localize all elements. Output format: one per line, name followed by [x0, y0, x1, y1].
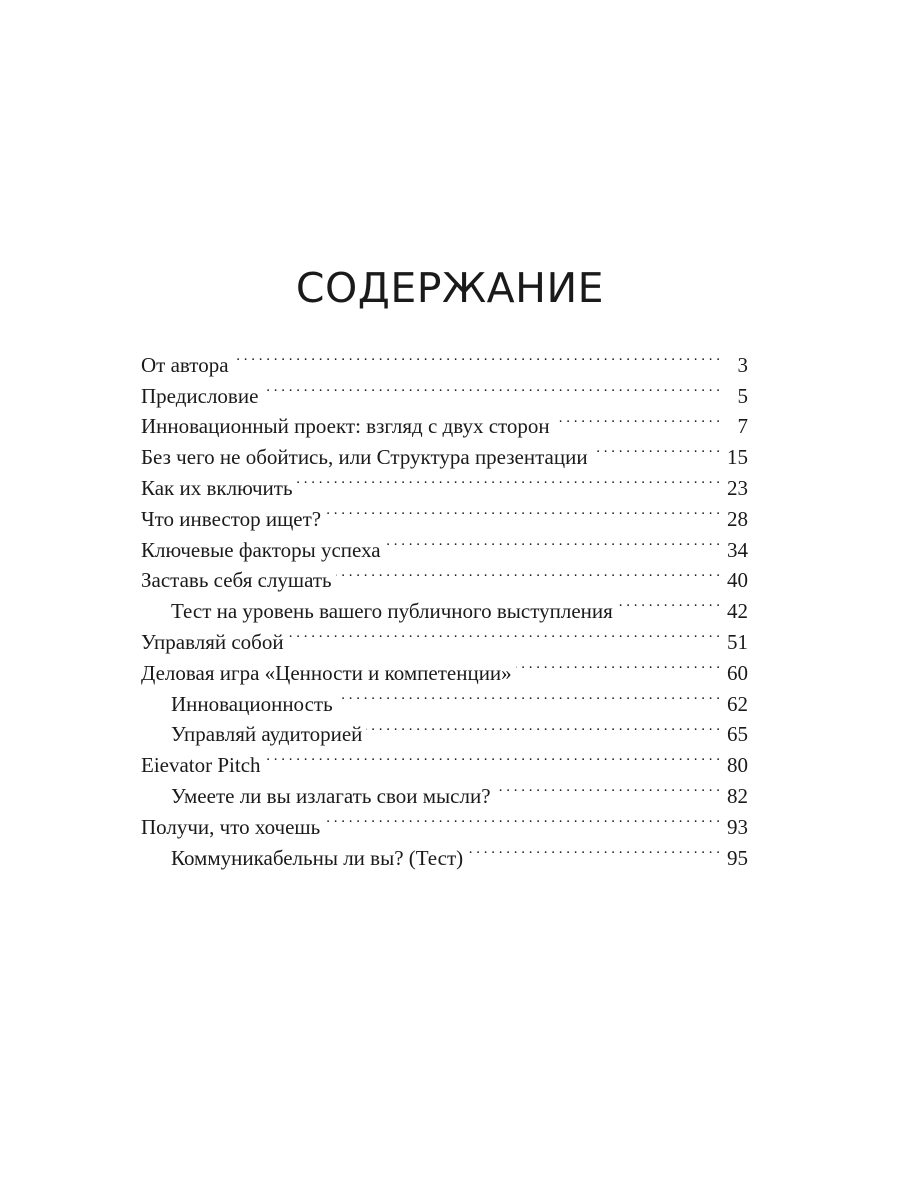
toc-entry-title: Ключевые факторы успеха: [141, 537, 381, 562]
toc-entry-page-number: 82: [727, 783, 748, 808]
dot-leader: [467, 834, 720, 865]
dot-leader: [495, 772, 720, 803]
toc-entry-title: Что инвестор ищет?: [141, 506, 322, 531]
toc-entry-title: Умеете ли вы излагать свои мысли?: [171, 783, 491, 808]
dot-leader: [554, 403, 720, 434]
toc-entry-title: Предисловие: [141, 383, 259, 408]
toc-entry-title: Деловая игра «Ценности и компетенции»: [141, 660, 512, 685]
dot-leader: [336, 557, 720, 588]
toc-entry-page-number: 42: [727, 599, 748, 624]
dot-leader: [366, 711, 720, 742]
dot-leader: [265, 741, 720, 772]
toc-entry-page-number: 15: [727, 445, 748, 470]
toc-entry-title: Как их включить: [141, 475, 293, 500]
toc-entry-page-number: 51: [727, 629, 748, 654]
table-of-contents: [141, 341, 748, 870]
toc-entry-page-number: 5: [737, 383, 748, 408]
toc-entry: [141, 372, 748, 408]
toc-entry-page-number: 28: [727, 506, 748, 531]
toc-entry-title: Заставь себя слушать: [141, 568, 332, 593]
toc-entry-title: Коммуникабельны ли вы? (Тест): [171, 845, 464, 870]
toc-entry-page-number: 65: [727, 722, 748, 747]
toc-entry-title: Инновационный проект: взгляд с двух сторон: [141, 414, 550, 439]
toc-entry-title: Управляй собой: [141, 629, 284, 654]
dot-leader: [288, 618, 720, 649]
toc-entry-page-number: 3: [737, 352, 748, 377]
toc-entry-title: Без чего не обойтись, или Структура презентации: [141, 445, 588, 470]
toc-entry-page-number: 95: [727, 845, 748, 870]
toc-entry-title: Тест на уровень вашего публичного выступления: [171, 599, 613, 624]
dot-leader: [385, 526, 720, 557]
dot-leader: [337, 680, 720, 711]
toc-entry-page-number: 60: [727, 660, 748, 685]
toc-entry-page-number: 93: [727, 814, 748, 839]
dot-leader: [592, 433, 720, 464]
dot-leader: [325, 495, 720, 526]
toc-entry-page-number: 40: [727, 568, 748, 593]
toc-entry-title: Eievator Pitch: [141, 753, 261, 778]
toc-entry-title: От автора: [141, 352, 229, 377]
toc-entry-page-number: 80: [727, 753, 748, 778]
toc-entry-title: Инновационность: [171, 691, 333, 716]
dot-leader: [297, 464, 720, 495]
page-title: СОДЕРЖАНИЕ: [295, 264, 605, 312]
toc-entry-page-number: 34: [727, 537, 748, 562]
toc-entry-page-number: 23: [727, 475, 748, 500]
dot-leader: [617, 587, 720, 618]
toc-entry-title: Управляй аудиторией: [171, 722, 363, 747]
dot-leader: [516, 649, 720, 680]
toc-entry: [141, 341, 748, 377]
dot-leader: [233, 341, 720, 372]
dot-leader: [324, 803, 720, 834]
toc-entry-title: Получи, что хочешь: [141, 814, 321, 839]
dot-leader: [262, 372, 720, 403]
toc-entry-page-number: 7: [737, 414, 748, 439]
toc-entry-page-number: 62: [727, 691, 748, 716]
